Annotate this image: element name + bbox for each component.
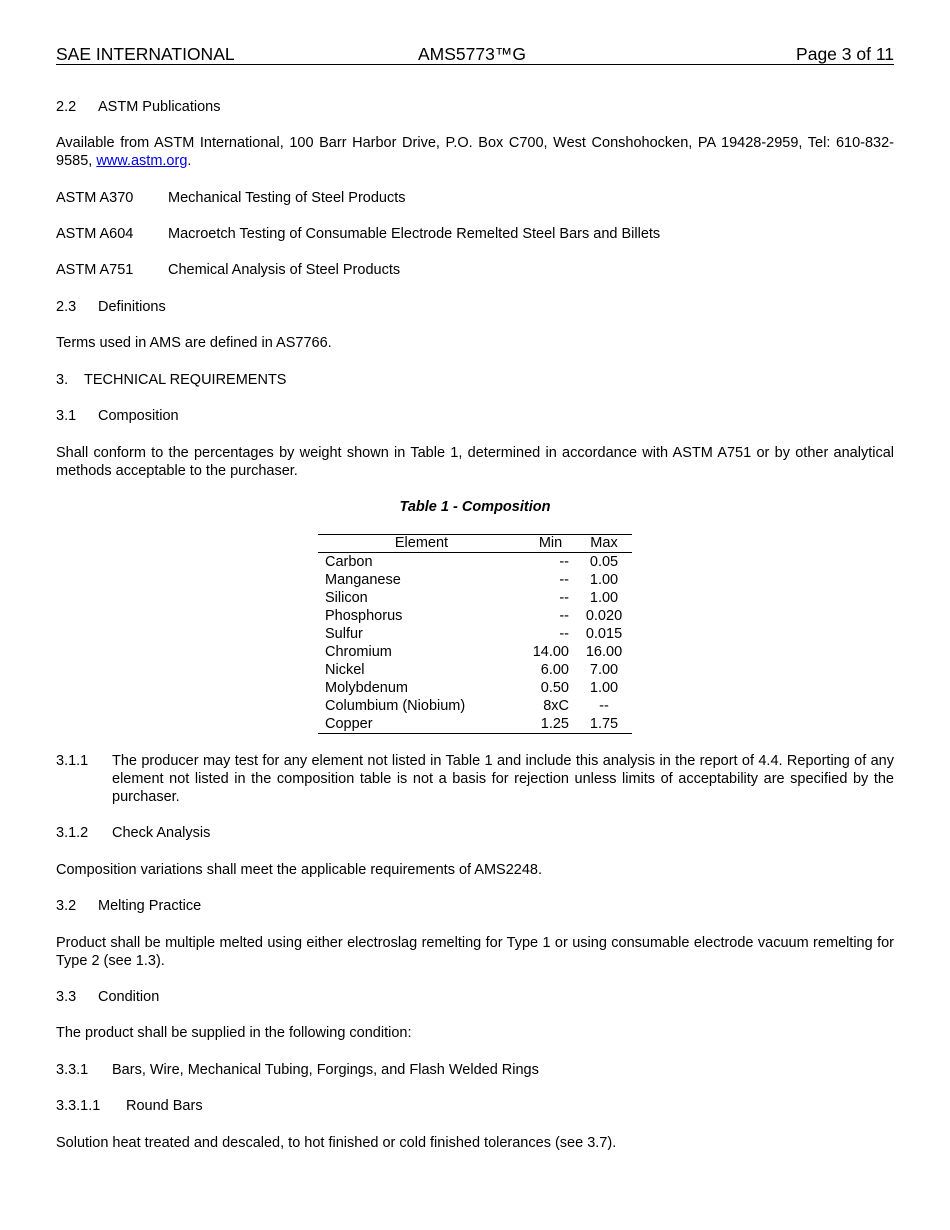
section-number: 3.3.1: [56, 1062, 89, 1078]
definitions-paragraph: Terms used in AMS are defined in AS7766.: [56, 335, 332, 351]
element-cell: Phosphorus: [325, 608, 403, 624]
max-cell: 16.00: [585, 644, 623, 660]
section-title: Round Bars: [126, 1098, 203, 1114]
section-3-1-1-paragraph: [56, 752, 894, 806]
column-header-min: Min: [525, 535, 576, 553]
section-title: Condition: [98, 989, 160, 1005]
section-3-1-2-heading: [56, 824, 894, 842]
section-title: Check Analysis: [112, 825, 211, 841]
round-bars-paragraph: Solution heat treated and descaled, to hot finished or cold finished tolerances (see 3.7).: [56, 1135, 617, 1151]
min-cell: 8xC: [543, 698, 569, 714]
section-title: Definitions: [98, 299, 166, 315]
element-cell: Manganese: [325, 572, 401, 588]
check-analysis-paragraph: Composition variations shall meet the applicable requirements of AMS2248.: [56, 862, 543, 878]
header-page-number: Page 3 of 11: [796, 44, 894, 64]
reference-item: [56, 225, 894, 243]
max-cell: --: [599, 698, 609, 714]
section-3-1-heading: [56, 407, 894, 425]
section-title: TECHNICAL REQUIREMENTS: [84, 372, 287, 388]
element-cell: Columbium (Niobium): [325, 698, 466, 714]
reference-code: ASTM A370: [56, 190, 134, 206]
max-cell: 1.75: [576, 715, 632, 734]
min-cell: 1.25: [525, 715, 576, 734]
composition-table: [318, 534, 632, 734]
max-cell: 7.00: [589, 662, 619, 678]
section-title: Composition: [98, 408, 179, 424]
max-cell: 0.05: [589, 554, 619, 570]
section-2-2-heading: [56, 98, 894, 116]
element-cell: Silicon: [325, 590, 368, 606]
composition-paragraph: Shall conform to the percentages by weight shown in Table 1, determined in accordance with ASTM A751 or by other analytical methods acceptable to the purchaser.: [56, 445, 894, 479]
max-cell: 0.015: [585, 626, 623, 642]
section-text: The producer may test for any element not listed in Table 1 and include this analysis in the report of 4.4. Reporting of any element not listed in the composition table is not a basis for rejection unless limits of acceptability are specified by the purchaser.: [112, 753, 894, 805]
section-number: 3.1.1: [56, 753, 89, 769]
element-cell: Nickel: [325, 662, 365, 678]
reference-item: [56, 261, 894, 279]
section-number: 3.1.2: [56, 825, 89, 841]
min-cell: 6.00: [540, 662, 569, 678]
section-3-3-1-heading: [56, 1061, 894, 1079]
melting-practice-paragraph: Product shall be multiple melted using either electroslag remelting for Type 1 or using consumable electrode vacuum remelting for Type 2 (see 1.3).: [56, 935, 894, 969]
table-row: [318, 661, 632, 679]
reference-code: ASTM A604: [56, 226, 134, 242]
min-cell: --: [559, 554, 569, 570]
section-number: 2.3: [56, 299, 77, 315]
min-cell: --: [559, 572, 569, 588]
condition-paragraph: The product shall be supplied in the following condition:: [56, 1025, 412, 1041]
header-org: SAE INTERNATIONAL: [56, 44, 235, 64]
section-2-3-heading: [56, 298, 894, 316]
table-row: [318, 697, 632, 715]
table-row: [318, 589, 632, 607]
page-header: [56, 44, 894, 65]
column-header-max: Max: [576, 535, 632, 553]
table-row: [318, 715, 632, 734]
section-number: 3.2: [56, 898, 77, 914]
reference-item: [56, 189, 894, 207]
element-cell: Molybdenum: [325, 680, 409, 696]
min-cell: --: [559, 626, 569, 642]
section-number: 3.: [56, 372, 69, 388]
reference-title: Macroetch Testing of Consumable Electrode Remelted Steel Bars and Billets: [168, 226, 661, 242]
max-cell: 0.020: [585, 608, 623, 624]
table-row: [318, 571, 632, 589]
min-cell: 14.00: [532, 644, 569, 660]
table-row: [318, 643, 632, 661]
table-header-row: [318, 535, 632, 553]
column-header-element: Element: [318, 535, 525, 553]
section-title: Bars, Wire, Mechanical Tubing, Forgings, and Flash Welded Rings: [112, 1062, 539, 1078]
element-cell: Carbon: [325, 554, 373, 570]
max-cell: 1.00: [589, 680, 619, 696]
header-doc-id: AMS5773™G: [418, 44, 526, 64]
table-caption: Table 1 - Composition: [399, 499, 551, 515]
reference-title: Chemical Analysis of Steel Products: [168, 262, 401, 278]
element-cell: Chromium: [325, 644, 392, 660]
astm-website-link[interactable]: www.astm.org: [96, 153, 188, 169]
section-number: 3.3.1.1: [56, 1098, 101, 1114]
reference-code: ASTM A751: [56, 262, 134, 278]
section-3-heading: [56, 371, 894, 389]
table-row: [318, 625, 632, 643]
min-cell: --: [559, 590, 569, 606]
section-number: 3.1: [56, 408, 77, 424]
section-number: 2.2: [56, 99, 77, 115]
table-row: [318, 607, 632, 625]
max-cell: 1.00: [589, 572, 619, 588]
element-cell: Sulfur: [325, 626, 363, 642]
section-3-3-heading: [56, 988, 894, 1006]
availability-end: .: [187, 153, 192, 169]
table-row: [318, 679, 632, 697]
astm-availability-paragraph: [56, 134, 894, 170]
section-3-2-heading: [56, 897, 894, 915]
section-title: Melting Practice: [98, 898, 202, 914]
availability-text: Available from ASTM International, 100 Barr Harbor Drive, P.O. Box C700, West Conshohocken, PA 19428-2959, Tel: 610-832-9585,: [56, 135, 894, 169]
section-3-3-1-1-heading: [56, 1097, 894, 1115]
section-title: ASTM Publications: [98, 99, 221, 115]
min-cell: 0.50: [540, 680, 569, 696]
reference-title: Mechanical Testing of Steel Products: [168, 190, 406, 206]
section-number: 3.3: [56, 989, 77, 1005]
element-cell: Copper: [318, 715, 525, 734]
max-cell: 1.00: [589, 590, 619, 606]
table-row: [318, 553, 632, 572]
min-cell: --: [559, 608, 569, 624]
